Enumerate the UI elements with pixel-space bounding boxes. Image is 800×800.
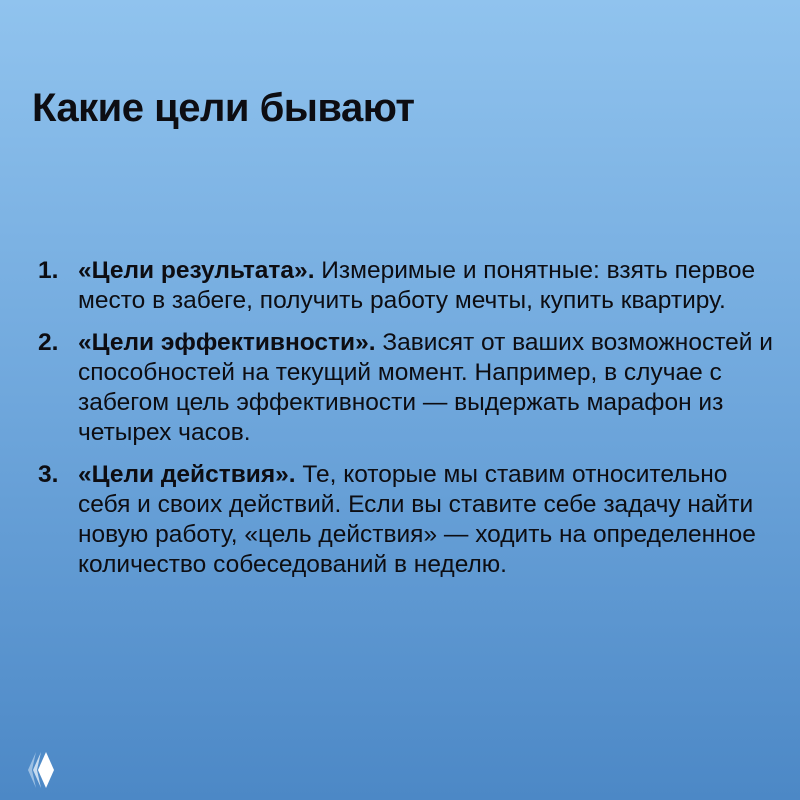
item-heading: «Цели результата».	[78, 257, 315, 284]
item-heading: «Цели эффективности».	[78, 329, 376, 356]
item-text: Измеримые и понятные: взять первое место в забеге, получить работу мечты, купить квартиру.	[78, 257, 756, 314]
item-number: 2.	[38, 329, 59, 356]
page-title: Какие цели бывают	[32, 86, 415, 130]
item-text: Те, которые мы ставим относительно себя и своих действий. Если вы ставите себе задачу найти новую работу, «цель действия» — ходить на определенное количество собеседований в неделю.	[78, 461, 756, 578]
brand-logo-icon	[26, 748, 56, 792]
item-text: Зависят от ваших возможностей и способностей на текущий момент. Например, в случае с забегом цель эффективности — выдержать марафон из четырех часов.	[78, 329, 773, 446]
item-number: 3.	[38, 461, 59, 488]
item-heading: «Цели действия».	[78, 461, 296, 488]
goals-list	[38, 256, 778, 592]
list-item	[38, 256, 778, 316]
list-item	[38, 460, 778, 580]
item-number: 1.	[38, 257, 59, 284]
list-item	[38, 328, 778, 448]
